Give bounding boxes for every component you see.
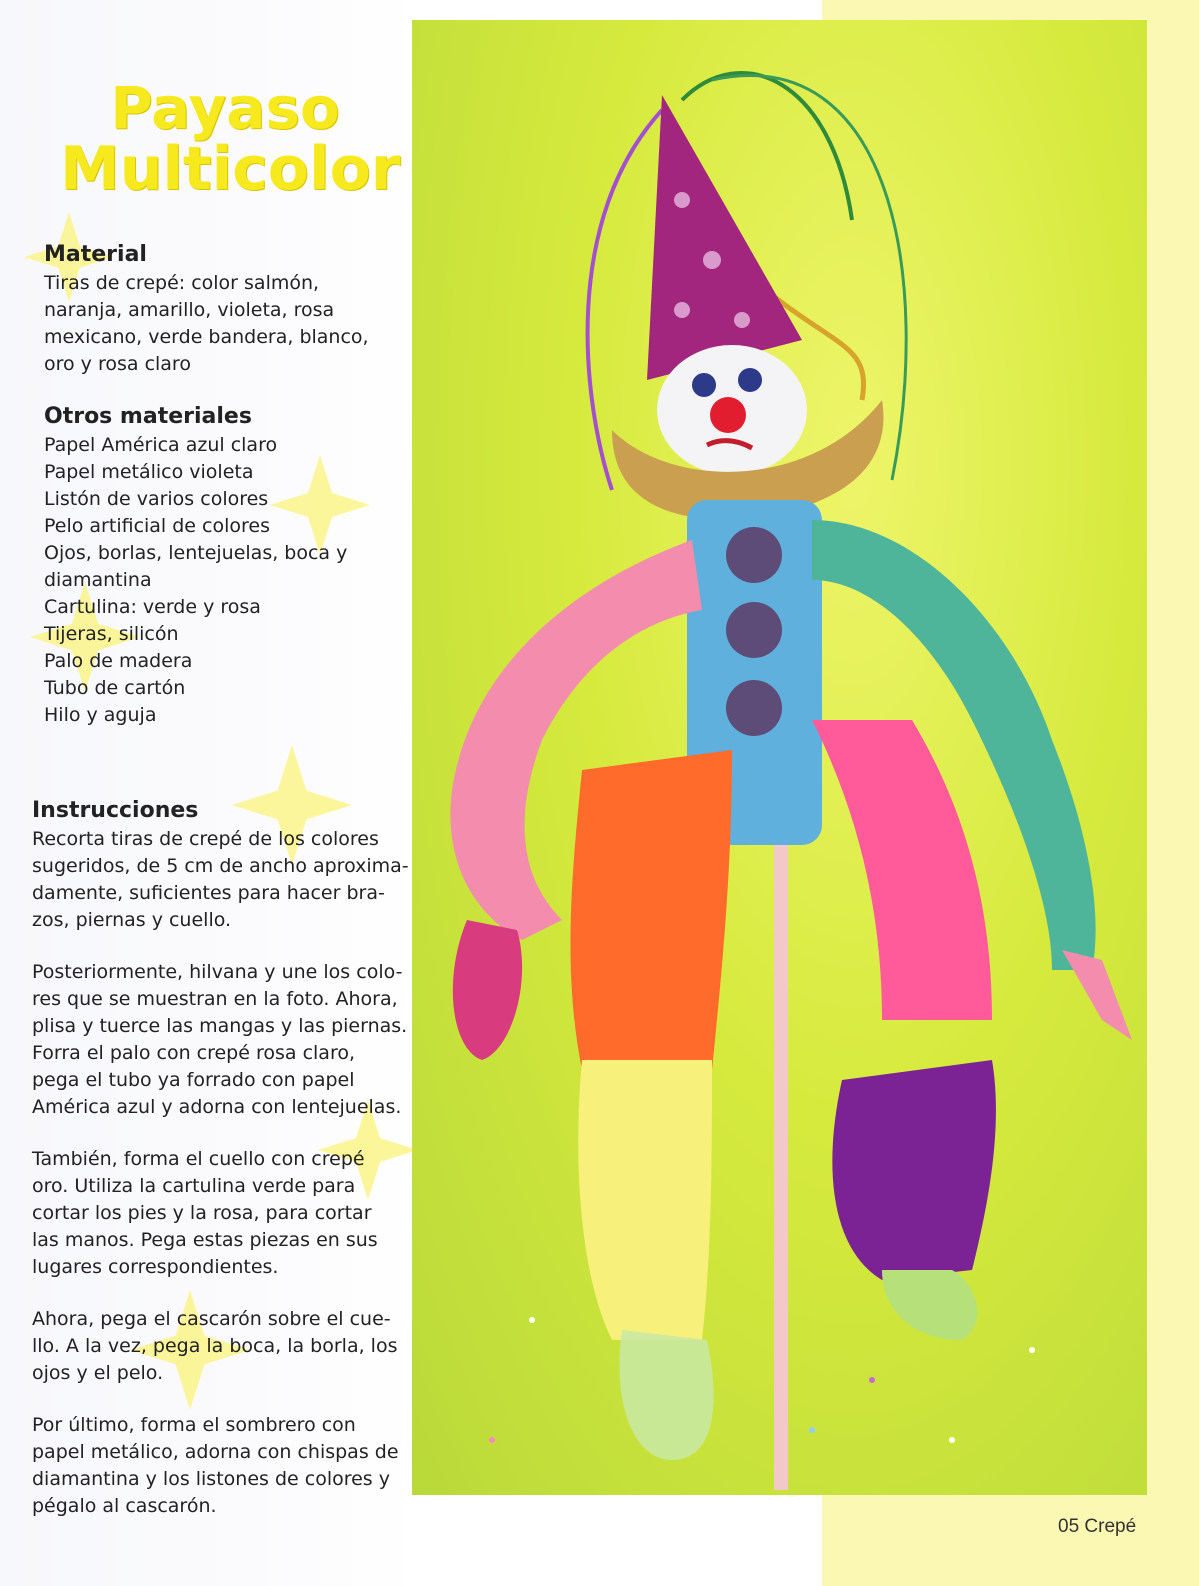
yellow-leg [578,1060,712,1340]
otros-line: Cartulina: verde y rosa [44,596,261,618]
page-title [60,74,401,204]
material-line: naranja, amarillo, violeta, rosa [44,299,335,321]
instruction-line: lugares correspondientes. [32,1256,279,1278]
instruction-line: llo. A la vez, pega la boca, la borla, los [32,1335,398,1357]
instruction-paragraph [32,959,408,1121]
instruction-line: Recorta tiras de crepé de los colores [32,828,379,850]
instruction-line: pega el tubo ya forrado con papel [32,1069,355,1091]
green-foot [619,1330,713,1460]
clown-photo [412,20,1147,1495]
instruction-line: Posteriormente, hilvana y une los colo- [32,961,403,983]
instruction-paragraph [32,826,409,934]
instruction-line: ojos y el pelo. [32,1362,164,1384]
otros-line: Tijeras, silicón [44,623,179,645]
pink-hand [453,920,522,1060]
material-list [44,270,414,378]
instruction-line: papel metálico, adorna con chispas de [32,1441,399,1463]
otros-line: Tubo de cartón [44,677,186,699]
clown-illustration [412,20,1147,1495]
instruction-line: cortar los pies y la rosa, para cortar [32,1202,372,1224]
title-line-1: Payaso [110,74,340,143]
purple-leg [832,1060,996,1280]
instruction-line: América azul y adorna con lentejuelas. [32,1096,402,1118]
instruction-paragraph [32,1412,402,1520]
instruction-line: res que se muestran en la foto. Ahora, [32,988,398,1010]
green-foot [882,1270,977,1340]
otros-list [44,432,414,729]
otros-line: diamantina [44,569,152,591]
instruction-line: pégalo al cascarón. [32,1495,217,1517]
materials-section [44,240,414,729]
title-line-2: Multicolor [60,133,401,204]
ribbon [588,110,662,490]
instruction-line: Por último, forma el sombrero con [32,1414,356,1436]
instruction-paragraph [32,1306,402,1387]
instruction-line: las manos. Pega estas piezas en sus [32,1229,378,1251]
instructions-heading: Instrucciones [32,798,199,823]
clown-nose [710,397,746,433]
instruction-paragraph [32,1146,402,1281]
instruction-line: Ahora, pega el cascarón sobre el cue- [32,1308,391,1330]
wooden-stick [774,820,788,1490]
otros-line: Pelo artificial de colores [44,515,270,537]
otros-line: Hilo y aguja [44,704,157,726]
instructions-section [32,796,409,1545]
otros-line: Papel América azul claro [44,434,278,456]
otros-line: Palo de madera [44,650,193,672]
pink-leg [812,720,992,1020]
material-heading: Material [44,242,147,267]
instruction-line: diamantina y los listones de colores y [32,1468,390,1490]
instruction-line: sugeridos, de 5 cm de ancho aproxima- [32,855,409,877]
otros-line: Papel metálico violeta [44,461,254,483]
otros-line: Ojos, borlas, lentejuelas, boca y [44,542,348,564]
party-hat [647,95,802,380]
page-number: 05 Crepé [1058,1516,1137,1537]
otros-heading: Otros materiales [44,404,252,429]
instruction-line: También, forma el cuello con crepé [32,1148,365,1170]
orange-leg [570,750,732,1070]
material-line: Tiras de crepé: color salmón, [44,272,320,294]
otros-line: Listón de varios colores [44,488,269,510]
instruction-line: Forra el palo con crepé rosa claro, [32,1042,355,1064]
instruction-line: zos, piernas y cuello. [32,909,232,931]
material-line: oro y rosa claro [44,353,191,375]
instruction-line: plisa y tuerce las mangas y las piernas. [32,1015,408,1037]
material-line: mexicano, verde bandera, blanco, [44,326,369,348]
instruction-line: oro. Utiliza la cartulina verde para [32,1175,356,1197]
instruction-line: damente, suficientes para hacer bra- [32,882,385,904]
